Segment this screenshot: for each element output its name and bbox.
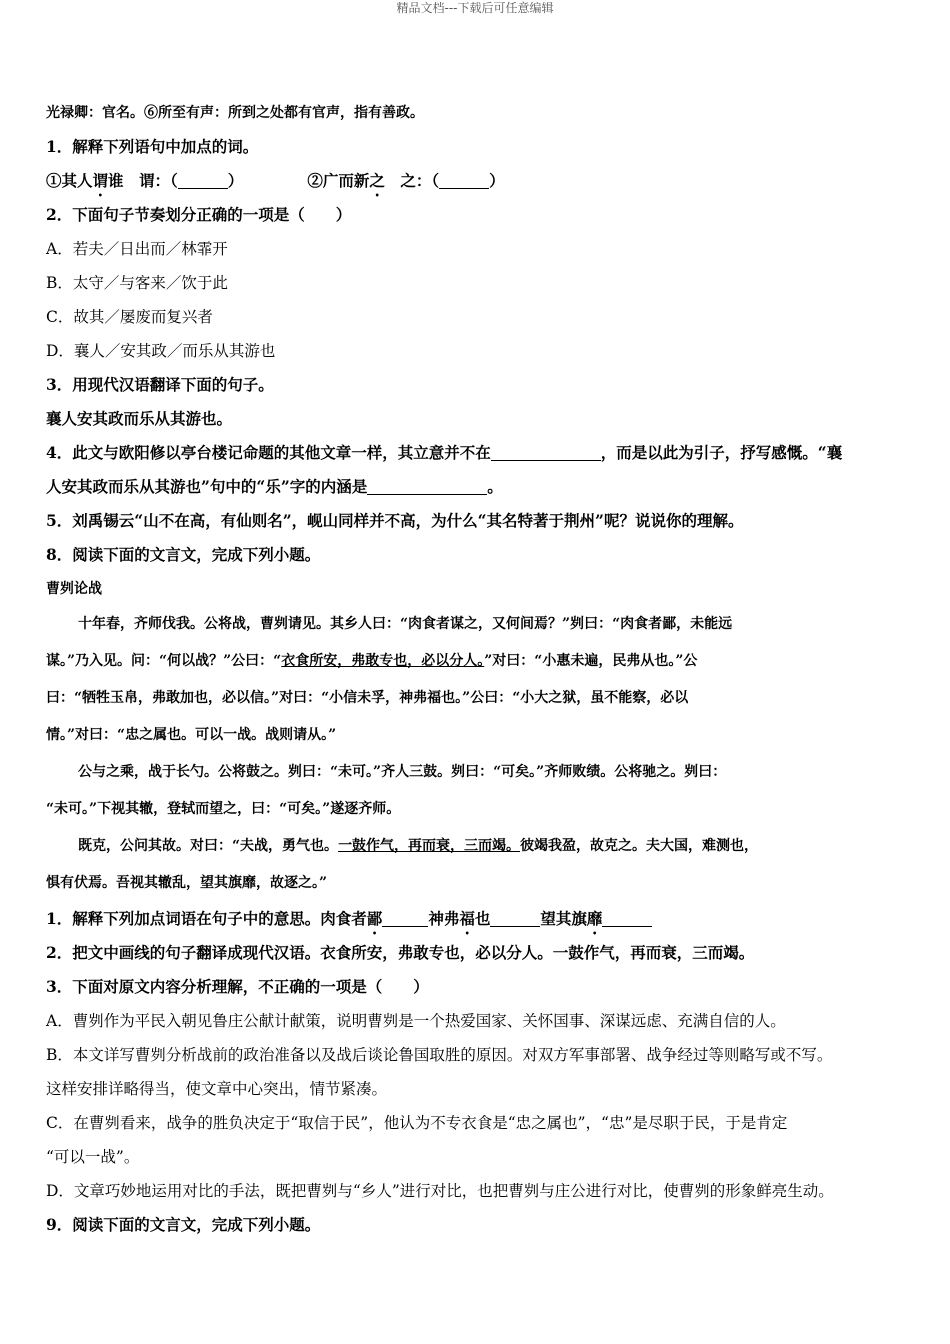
- document-page: [46, 96, 916, 1242]
- passage-p1-line3: 曰：“牺牲玉帛，弗敢加也，必以信。”对曰：“小信未孚，神弗福也。”公曰：“小大之狱，虽不能察，必以: [46, 690, 689, 706]
- sub-question-3: 3．下面对原文内容分析理解，不正确的一项是（ ）: [46, 977, 429, 996]
- s1-mid3: 望其旗: [540, 909, 587, 928]
- q1b-end: ）: [489, 171, 505, 190]
- q1a-blank[interactable]: [178, 170, 228, 189]
- passage-p3-line1: [46, 828, 916, 865]
- q1a-mid: 谁 谓：（: [108, 171, 178, 190]
- question-5: 5．刘禹锡云“山不在高，有仙则名”，岘山同样并不高，为什么“其名特著于荆州”呢？说说你的理解。: [46, 511, 744, 530]
- q1a-end: ）: [227, 171, 244, 190]
- passage-p3-line2: 惧有伏焉。吾视其辙乱，望其旗靡，故逐之。”: [46, 875, 328, 891]
- sub-question-1: [46, 902, 916, 936]
- q4-blank-2[interactable]: [367, 476, 487, 495]
- s1-dotted-2: 福: [459, 909, 475, 928]
- s1-dotted-3: 靡: [586, 909, 603, 928]
- question-1-items: [46, 164, 916, 198]
- sub-q3-option-c-1: C．在曹刿看来，战争的胜负决定于“取信于民”，他认为不专衣食是“忠之属也”，“忠”是尽职于民，于是肯定: [46, 1114, 788, 1132]
- s1-mid2: 也: [474, 909, 491, 928]
- passage-p2-line2: “未可。”下视其辙，登轼而望之，曰：“可矣。”遂逐齐师。: [46, 801, 401, 817]
- q1b-blank[interactable]: [439, 170, 489, 189]
- q4-text-1-end: ，而是以此为引子，抒写感慨。“襄: [600, 443, 843, 462]
- sub-q3-option-b-1: B．本文详写曹刿分析战前的政治准备以及战后谈论鲁国取胜的原因。对双方军事部署、战争经过等则略写或不写。: [46, 1046, 833, 1064]
- watermark-header: 精品文档---下载后可任意编辑: [396, 1, 554, 15]
- passage-title: 曹刿论战: [46, 581, 102, 597]
- q1b-dotted-word: 之: [369, 171, 385, 190]
- question-4-line-1: [46, 436, 916, 470]
- q4-text-2: 人安其政而乐从其游也”句中的“乐”字的内涵是: [46, 477, 368, 496]
- question-3-text: 襄人安其政而乐从其游也。: [46, 409, 233, 428]
- passage-p1-line2: [46, 643, 916, 680]
- option-b: B．太守／与客来／饮于此: [46, 274, 228, 292]
- sub-question-2: 2．把文中画线的句子翻译成现代汉语。衣食所安，弗敢专也，必以分人。一鼓作气，再而衰，三而竭。: [46, 943, 755, 962]
- question-4-line-2: [46, 470, 916, 504]
- p3-l1-a: 既克，公问其故。对曰：“夫战，勇气也。: [78, 838, 339, 854]
- sub-q3-option-c-2: “可以一战”。: [46, 1148, 140, 1166]
- q1a-prefix: ①其人: [46, 171, 93, 190]
- q4-text-2-end: 。: [487, 477, 503, 496]
- s1-dotted-1: 鄙: [366, 909, 383, 928]
- sub-q3-option-a: A．曹刿作为平民入朝见鲁庄公献计献策，说明曹刿是一个热爱国家、关怀国事、深谋远虑、充满自信的人。: [46, 1012, 786, 1030]
- q4-text-1: 4．此文与欧阳修以亭台楼记命题的其他文章一样，其立意并不在: [46, 443, 491, 462]
- note-line: 光禄卿：官名。⑥所至有声：所到之处都有官声，指有善政。: [46, 105, 424, 121]
- option-d: D．襄人／安其政／而乐从其游也: [46, 342, 276, 360]
- p1-l2-b: ”对曰：“小惠未遍，民弗从也。”公: [484, 653, 698, 669]
- underlined-sentence-1: 衣食所安，弗敢专也，必以分人。: [281, 653, 485, 669]
- s1-blank-3[interactable]: [602, 908, 652, 927]
- question-3: 3．用现代汉语翻译下面的句子。: [46, 375, 274, 394]
- passage-p1-line1: 十年春，齐师伐我。公将战，曹刿请见。其乡人曰：“肉食者谋之，又何间焉？”刿曰：“肉食者鄙，未能远: [78, 616, 733, 632]
- q4-blank-1[interactable]: [491, 442, 601, 461]
- p3-l1-b: 彼竭我盈，故克之。夫大国，难测也，: [520, 838, 759, 854]
- option-a: A．若夫／日出而／林霏开: [46, 240, 228, 258]
- question-2: 2．下面句子节奏划分正确的一项是（ ）: [46, 205, 352, 224]
- s1-blank-2[interactable]: [490, 908, 540, 927]
- option-c: C．故其／屡废而复兴者: [46, 308, 213, 326]
- q1b-prefix: ②广而新: [307, 171, 370, 190]
- sub-q3-option-d: D．文章巧妙地运用对比的手法，既把曹刿与“乡人”进行对比，也把曹刿与庄公进行对比，使曹刿的形象鲜亮生动。: [46, 1182, 834, 1200]
- p1-l2-a: 谋。”乃入见。问：“何以战？”公曰：“: [46, 653, 282, 669]
- sub-q3-option-b-2: 这样安排详略得当，使文章中心突出，情节紧凑。: [46, 1080, 388, 1098]
- q1b-mid: 之：（: [384, 171, 440, 190]
- underlined-sentence-2: 一鼓作气，再而衰，三而竭。: [338, 838, 521, 854]
- question-1: 1．解释下列语句中加点的词。: [46, 137, 259, 156]
- passage-p1-line4: 情。”对曰：“忠之属也。可以一战。战则请从。”: [46, 727, 337, 743]
- passage-p2-line1: 公与之乘，战于长勺。公将鼓之。刿曰：“未可。”齐人三鼓。刿曰：“可矣。”齐师败绩。公将驰之。刿曰：: [78, 764, 727, 780]
- question-8: 8．阅读下面的文言文，完成下列小题。: [46, 545, 321, 564]
- s1-pre: 1．解释下列加点词语在句子中的意思。肉食者: [46, 909, 367, 928]
- question-9: 9．阅读下面的文言文，完成下列小题。: [46, 1215, 321, 1234]
- q1a-dotted-word: 谓: [92, 171, 109, 190]
- s1-blank-1[interactable]: [382, 908, 428, 927]
- s1-mid1: 神弗: [428, 909, 460, 928]
